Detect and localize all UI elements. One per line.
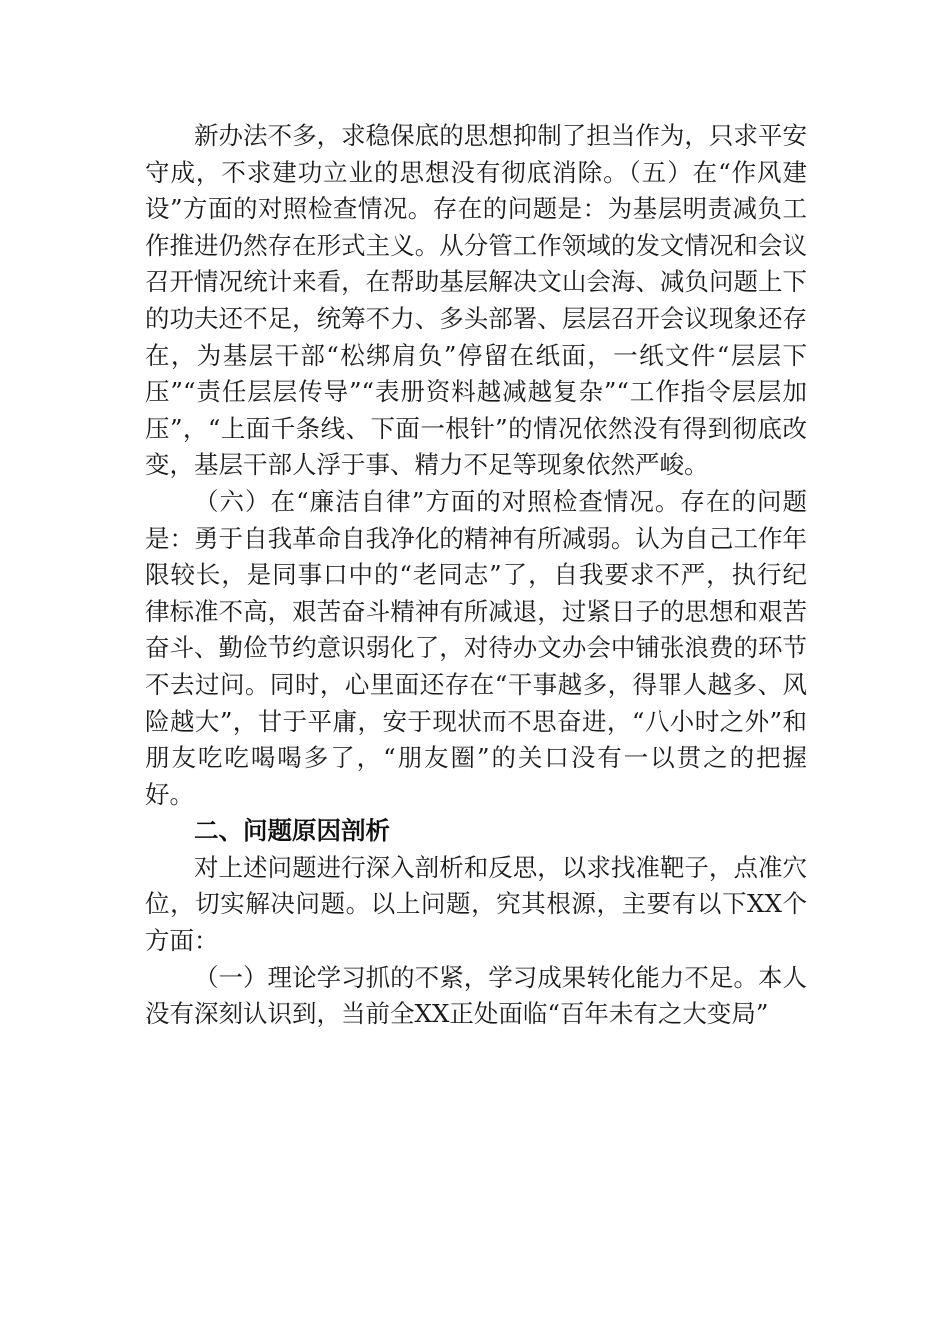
- paragraph-integrity-self-discipline: （六）在“廉洁自律”方面的对照检查情况。存在的问题是：勇于自我革命自我净化的精神有所减弱。认为自己工作年限较长，是同事口中的“老同志”了，自我要求不严，执行纪律标准不高，艰苦奋斗精神有所减退，过紧日子的思想和艰苦奋斗、勤俭节约意识弱化了，对待办文办会中铺张浪费的环节不去过问。同时，心里面还存在“干事越多，得罪人越多、风险越大”，甘于平庸，安于现状而不思奋进，“八小时之外”和朋友吃吃喝喝多了，“朋友圈”的关口没有一以贯之的把握好。: [145, 486, 807, 809]
- paragraph-theory-study: （一）理论学习抓的不紧，学习成果转化能力不足。本人没有深刻认识到，当前全XX正处面临“百年未有之大变局”: [145, 962, 807, 1029]
- section-heading-cause-analysis: 二、问题原因剖析: [194, 816, 390, 846]
- document-body: [145, 118, 807, 1033]
- paragraph-analysis-intro: 对上述问题进行深入剖析和反思，以求找准靶子，点准穴位，切实解决问题。以上问题，究其根源，主要有以下XX个方面：: [145, 852, 807, 956]
- paragraph-continuation: 新办法不多，求稳保底的思想抑制了担当作为，只求平安守成，不求建功立业的思想没有彻底消除。（五）在“作风建设”方面的对照检查情况。存在的问题是：为基层明责减负工作推进仍然存在形式主义。从分管工作领域的发文情况和会议召开情况统计来看，在帮助基层解决文山会海、减负问题上下的功夫还不足，统筹不力、多头部署、层层召开会议现象还存在，为基层干部“松绑肩负”停留在纸面，一纸文件“层层下压”“责任层层传导”“表册资料越减越复杂”“工作指令层层加压”，“上面千条线、下面一根针”的情况依然没有得到彻底改变，基层干部人浮于事、精力不足等现象依然严峻。: [145, 121, 807, 480]
